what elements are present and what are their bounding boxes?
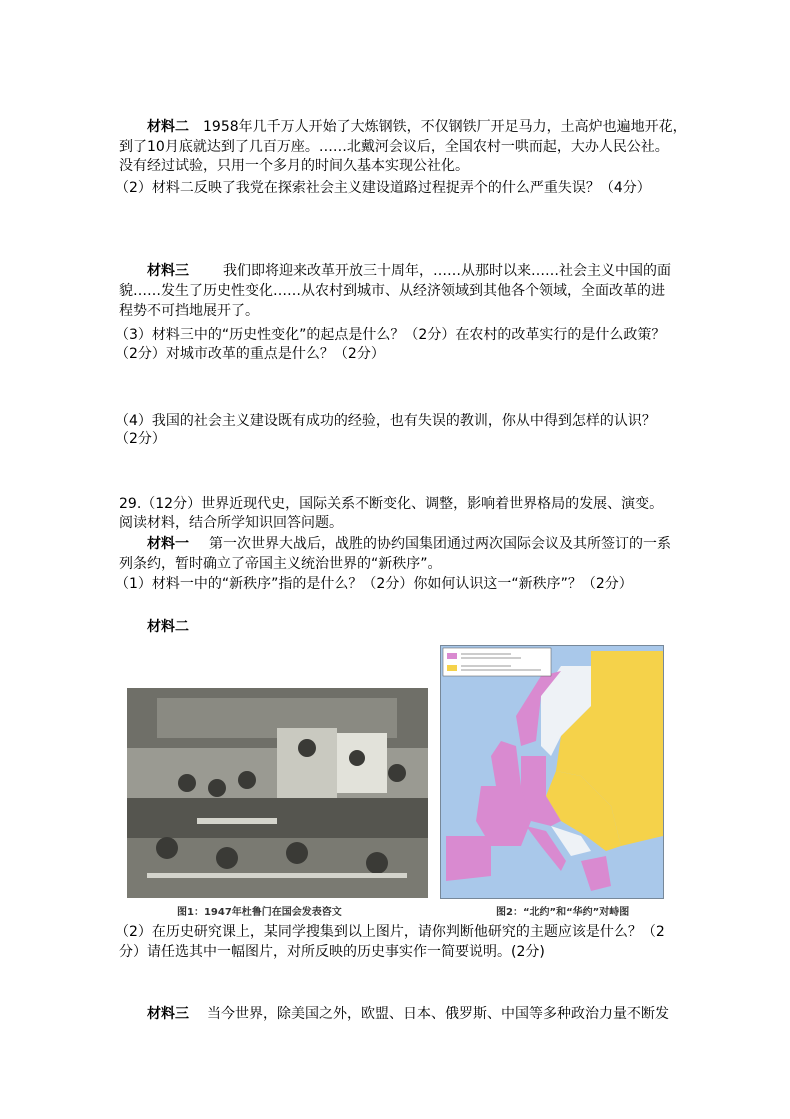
question-4-line-1: （4）我国的社会主义建设既有成功的经验，也有失误的教训，你从中得到怎样的认识？: [115, 413, 656, 429]
text: 当今世界，除美国之外，欧盟、日本、俄罗斯、中国等多种政治力量不断发: [207, 1006, 669, 1022]
material-label: 材料二: [147, 619, 189, 635]
question-3-line-1: （3）材料三中的“历史性变化”的起点是什么？（2分）在农村的改革实行的是什么政策？: [115, 327, 666, 343]
material-2-line-3: 没有经过试验，只用一个多月的时间久基本实现公社化。: [119, 158, 469, 174]
question-1: （1）材料一中的“新秩序”指的是什么？（2分）你如何认识这一“新秩序”？（2分）: [115, 576, 633, 592]
text: 我们即将迎来改革开放三十周年，……从那时以来……社会主义中国的面: [223, 263, 671, 279]
material-2-heading: [147, 618, 189, 637]
figure-2-caption: 图2：“北约”和“华约”对峙图: [496, 907, 630, 918]
material-2-line-2: 到了10月底就达到了几百万座。……北戴河会议后，全国农村一哄而起，大办人民公社。: [119, 139, 669, 155]
question-3-line-2: （2分）对城市改革的重点是什么？（2分）: [115, 346, 385, 362]
question-2-line-2: 分）请任选其中一幅图片，对所反映的历史事实作一简要说明。(2分): [119, 944, 545, 960]
material-label: 材料三: [147, 263, 189, 279]
material-1-line-2: 列条约，暂时确立了帝国主义统治世界的“新秩序”。: [119, 556, 442, 572]
truman-congress-photo: [127, 688, 428, 898]
material-label: 材料二: [147, 119, 189, 135]
material-3-line-2: 貌……发生了历史性变化……从农村到城市、从经济领域到其他各个领域，全面改革的进: [119, 283, 665, 299]
material-2-line-1: [147, 118, 687, 137]
material-label: 材料三: [147, 1006, 189, 1022]
text: 第一次世界大战后，战胜的协约国集团通过两次国际会议及其所签订的一系: [209, 536, 671, 552]
question-4-line-2: （2分）: [115, 431, 166, 447]
material-3b-line-1: [147, 1005, 669, 1024]
question-2: （2）材料二反映了我党在探索社会主义建设道路过程捉弄个的什么严重失误？（4分）: [115, 180, 651, 196]
figure-1-caption: 图1：1947年杜鲁门在国会发表咨文: [177, 907, 342, 918]
material-3-line-3: 程势不可挡地展开了。: [119, 303, 259, 319]
question-29-line-2: 阅读材料，结合所学知识回答问题。: [119, 515, 343, 531]
material-3-line-1: [147, 262, 671, 281]
nato-warsaw-map: [440, 645, 664, 899]
text: 1958年几千万人开始了大炼钢铁，不仅钢铁厂开足马力，土高炉也遍地开花，: [203, 119, 687, 135]
question-29-line-1: 29.（12分）世界近现代史，国际关系不断变化、调整，影响着世界格局的发展、演变。: [119, 496, 664, 512]
question-2-line-1: （2）在历史研究课上，某同学搜集到以上图片，请你判断他研究的主题应该是什么？（2: [115, 924, 665, 940]
material-label: 材料一: [147, 536, 189, 552]
material-1-line-1: [147, 535, 671, 554]
